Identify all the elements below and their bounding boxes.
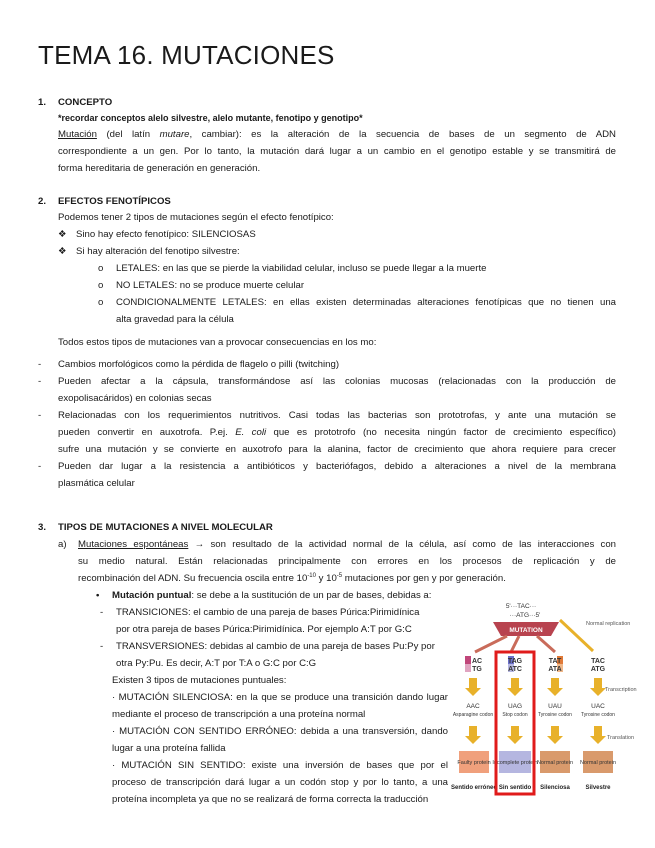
col-2-top: TAG [507, 658, 523, 665]
figure-svg [450, 596, 637, 828]
figure-top-seq-2: ···ATG···5' [509, 612, 541, 619]
superscript: -5 [336, 573, 343, 579]
col-3-bot: ATA [548, 666, 562, 673]
item-a-line-2: su medio natural. Están relacionadas principalmente con errores en los procesos de replicación y de [78, 556, 616, 567]
col-3-label: Silenciosa [540, 785, 570, 791]
text-span: → son resultado de la actividad normal de la célula, así como de las interacciones con [188, 539, 617, 550]
superscript: -10 [307, 573, 316, 579]
term-mutaciones-espontaneas: Mutaciones espontáneas [78, 539, 189, 550]
mutation-types-figure [450, 596, 637, 828]
text-span: , cambiar): es la alteración de la secuencia de bases de un segmento de ADN [189, 129, 616, 140]
sub-letales: LETALES: en las que se pierde la viabilidad celular, incluso se puede llegar a la muerte [116, 263, 487, 274]
sub-condicionalmente-letales: CONDICIONALMENTE LETALES: en ellas existen determinadas alteraciones fenotípicas que no tienen una [116, 297, 616, 308]
text-span-italic: mutare [159, 129, 190, 140]
text-span: que es prototrofo (no necesita ningún factor de crecimiento específico) [266, 427, 616, 438]
section-2-intro: Podemos tener 2 tipos de mutaciones según el efecto fenotípico: [58, 212, 334, 223]
text-span: recombinación del ADN. Su frecuencia oscila entre 10 [78, 573, 308, 584]
col-2-protein: Incomplete protein [492, 760, 538, 766]
text-span: (del latín [96, 129, 160, 140]
section-1-note: *recordar conceptos alelo silvestre, alelo mutante, fenotipo y genotipo* [58, 113, 363, 123]
transversiones-line-2: otra Py:Pu. Es decir, A:T por T:A o G:C por C:G [116, 658, 317, 669]
text-span: mutaciones por gen y por generación. [342, 573, 506, 584]
transiciones-line-2: por otra pareja de bases Púrica:Pirimidínica. Por ejemplo A:T por G:C [116, 624, 412, 635]
text-span: pueden convertir en auxotrofa. P.ej. [58, 427, 236, 438]
section-3-heading: TIPOS DE MUTACIONES A NIVEL MOLECULAR [58, 522, 273, 533]
col-4-protein: Normal protein [579, 760, 617, 766]
transversiones-line-1: TRANSVERSIONES: debidas al cambio de una pareja de bases Pu:Py por [116, 641, 435, 652]
sin-sentido-line-2: proceso de transcripción dará lugar a un codón stop y por lo tanto, a una [112, 777, 448, 788]
branch-arrows [475, 636, 555, 652]
col-2-label: Sin sentido [498, 785, 532, 791]
mutacion-puntual-line [112, 587, 431, 604]
sin-sentido-line-1: · MUTACIÓN SIN SENTIDO: existe una inversión de bases que por el [112, 760, 448, 771]
col-1-bot: TG [472, 666, 482, 673]
consequence-2: Pueden afectar a la cápsula, transformándose así las colonias mucosas (relacionadas con la producción de [58, 376, 616, 387]
dash-bullet: - [100, 607, 104, 618]
sub-no-letales: NO LETALES: no se produce muerte celular [116, 280, 305, 291]
consequence-3-cont [58, 424, 616, 441]
dash-bullet: - [38, 410, 42, 421]
circle-bullet-icon: o [98, 297, 104, 308]
silenciosa-line-2: mediante el proceso de transcripción a una proteína normal [112, 709, 366, 720]
col-2-codon: UAG [507, 703, 523, 710]
col-4-label: Silvestre [585, 785, 611, 791]
term-mutacion: Mutación [58, 129, 97, 140]
consequence-3-cont-2: sufre una mutación y se convierte en auxotrofo para la alanina, factor de crecimiento que ahora requiere para crecer [58, 444, 616, 455]
term-mutacion-puntual: Mutación puntual [112, 590, 192, 601]
section-2-heading: EFECTOS FENOTÍPICOS [58, 196, 171, 207]
bullet-silenciosas: Sino hay efecto fenotípico: SILENCIOSAS [76, 229, 256, 240]
section-1-number: 1. [38, 97, 47, 108]
col-1-top: AC [471, 658, 483, 665]
consequence-3: Relacionadas con los requerimientos nutritivos. Casi todas las bacterias son prototrofas, y ante una mutación se [58, 410, 616, 421]
text-span-italic: E. coli [235, 427, 267, 438]
round-bullet-icon: • [96, 590, 100, 601]
section-1-line-1 [58, 126, 616, 143]
text-span: y 10 [315, 573, 337, 584]
col-4-desc: Tyrosine codon [581, 712, 615, 718]
dash-bullet: - [100, 641, 104, 652]
figure-translation: Translation [607, 735, 635, 741]
sentido-erroneo-line-1: · MUTACIÓN CON SENTIDO ERRÓNEO: debida a una transversión, dando [112, 726, 448, 737]
dash-bullet: - [38, 461, 42, 472]
col-1-codon: AAC [466, 703, 480, 710]
silenciosa-line-1: · MUTACIÓN SILENCIOSA: en la que se produce una transición dando lugar [112, 692, 448, 703]
figure-transcription: Transcription [605, 687, 637, 693]
section-3-number: 3. [38, 522, 47, 533]
section-1-heading: CONCEPTO [58, 97, 113, 108]
col-2-bot: ATC [508, 666, 522, 673]
diamond-bullet-icon: ❖ [58, 229, 67, 240]
item-a-line-3 [78, 570, 506, 587]
figure-mutation-label: MUTATION [509, 627, 543, 634]
sub-condicionalmente-letales-cont: alta gravedad para la célula [116, 314, 234, 325]
consequence-1: Cambios morfológicos como la pérdida de flagelo o pilli (twitching) [58, 359, 340, 370]
section-1-line-3: forma hereditaria de generación en generación. [58, 163, 261, 174]
circle-bullet-icon: o [98, 263, 104, 274]
dash-bullet: - [38, 376, 42, 387]
section-2-consequences: Todos estos tipos de mutaciones van a provocar consecuencias en los mo: [58, 337, 377, 348]
col-3-codon: UAU [548, 703, 562, 710]
section-1-line-2: correspondiente a un gen. Por lo tanto, la mutación dará lugar a un cambio en el genotipo estable y se transmitirá de [58, 146, 616, 157]
col-3-desc: Tyrosine codon [538, 712, 572, 718]
dash-bullet: - [38, 359, 42, 370]
tipos-puntuales: Existen 3 tipos de mutaciones puntuales: [112, 675, 287, 686]
col-3-protein: Normal protein [536, 760, 574, 766]
text-span: : se debe a la sustitución de un par de bases, debidas a: [191, 590, 432, 601]
diamond-bullet-icon: ❖ [58, 246, 67, 257]
consequence-4: Pueden dar lugar a la resistencia a antibióticos y bacteriófagos, debido a alteraciones a nivel de la membrana [58, 461, 616, 472]
section-2-number: 2. [38, 196, 47, 207]
sin-sentido-line-3: proteína incompleta ya que no se realizará de forma correcta la traducción [112, 794, 429, 805]
figure-top-seq-1: 5'···TAC··· [505, 603, 537, 610]
consequence-2-cont: exopolisacáridos) en colonias secas [58, 393, 212, 404]
page-title: TEMA 16. MUTACIONES [38, 40, 335, 70]
bullet-alteracion: Si hay alteración del fenotipo silvestre: [76, 246, 240, 257]
consequence-4-cont: plasmática celular [58, 478, 135, 489]
col-4-codon: UAC [591, 703, 605, 710]
col-1-desc: Asparagine codon [452, 712, 494, 718]
col-4-top: TAC [591, 658, 605, 665]
col-1-label: Sentido erróneo [450, 785, 498, 791]
sentido-erroneo-line-2: lugar a una proteína fallida [112, 743, 226, 754]
figure-normal-replication: Normal replication [586, 621, 631, 627]
col-2-desc: Stop codon [502, 712, 528, 718]
item-a-label: a) [58, 539, 67, 550]
item-a-line-1 [78, 536, 616, 553]
col-4-bot: ATG [590, 666, 606, 673]
col-1-protein: Faulty protein [457, 760, 491, 766]
circle-bullet-icon: o [98, 280, 104, 291]
col-3-top: TAT [548, 658, 562, 665]
transiciones-line-1: TRANSICIONES: el cambio de una pareja de bases Púrica:Pirimidínica [116, 607, 420, 618]
